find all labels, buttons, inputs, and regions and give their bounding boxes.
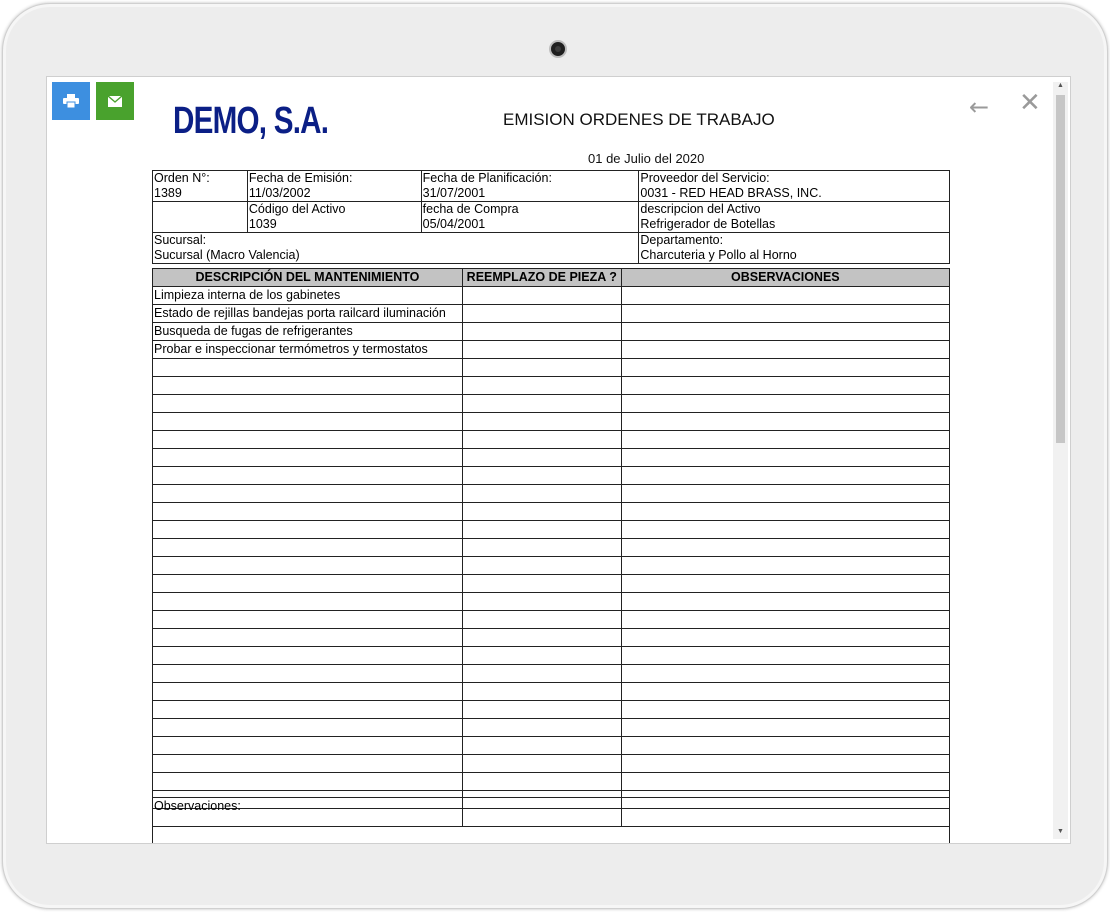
replacement-cell (462, 431, 621, 449)
table-row (153, 449, 950, 467)
departamento-cell (639, 233, 950, 264)
proveedor-label: Proveedor del Servicio: (640, 171, 770, 185)
table-row (153, 647, 950, 665)
observation-cell (621, 485, 949, 503)
table-row (153, 395, 950, 413)
compra-value: 05/04/2001 (422, 217, 486, 231)
table-row (153, 503, 950, 521)
order-info-table (152, 170, 950, 264)
task-description-cell (153, 557, 463, 575)
observation-cell (621, 683, 949, 701)
task-description-cell: Limpieza interna de los gabinetes (153, 287, 463, 305)
replacement-cell (462, 557, 621, 575)
task-description-cell (153, 485, 463, 503)
table-row (153, 539, 950, 557)
table-row (153, 431, 950, 449)
task-description-cell (153, 665, 463, 683)
table-row (153, 629, 950, 647)
observation-cell (621, 449, 949, 467)
task-description-cell (153, 521, 463, 539)
descripcion-cell (639, 202, 950, 233)
document-title: EMISION ORDENES DE TRABAJO (503, 110, 775, 129)
observation-cell (621, 395, 949, 413)
departamento-label: Departamento: (640, 233, 724, 247)
replacement-cell (462, 647, 621, 665)
envelope-icon (108, 96, 122, 107)
task-description-cell (153, 539, 463, 557)
replacement-cell (462, 305, 621, 323)
replacement-cell (462, 593, 621, 611)
replacement-cell (462, 359, 621, 377)
task-rows (153, 287, 950, 827)
observation-cell (621, 665, 949, 683)
observation-cell (621, 467, 949, 485)
replacement-cell (462, 341, 621, 359)
observation-cell (621, 575, 949, 593)
observation-cell (621, 413, 949, 431)
observation-cell (621, 755, 949, 773)
task-description-cell: Estado de rejillas bandejas porta railcard iluminación (153, 305, 463, 323)
observation-cell (621, 557, 949, 575)
replacement-cell (462, 521, 621, 539)
observation-cell (621, 629, 949, 647)
header-descripcion: DESCRIPCIÓN DEL MANTENIMIENTO (153, 269, 463, 287)
descripcion-value: Refrigerador de Botellas (640, 217, 776, 231)
table-row (153, 593, 950, 611)
table-row (153, 467, 950, 485)
print-button[interactable] (52, 82, 90, 120)
observation-cell (621, 287, 949, 305)
scroll-down-icon[interactable]: ▼ (1057, 828, 1064, 835)
task-description-cell (153, 647, 463, 665)
observation-cell (621, 647, 949, 665)
observation-cell (621, 593, 949, 611)
replacement-cell (462, 287, 621, 305)
table-row (153, 719, 950, 737)
replacement-cell (462, 395, 621, 413)
sucursal-label: Sucursal: (154, 233, 207, 247)
emision-cell (247, 171, 421, 202)
printer-icon (63, 94, 79, 108)
task-description-cell (153, 467, 463, 485)
replacement-cell (462, 737, 621, 755)
observation-cell (621, 701, 949, 719)
maintenance-table (152, 268, 950, 827)
observation-cell (621, 611, 949, 629)
table-row (153, 773, 950, 791)
observation-cell (621, 341, 949, 359)
observation-cell (621, 305, 949, 323)
observation-cell (621, 323, 949, 341)
task-description-cell (153, 359, 463, 377)
company-logo: DEMO, S.A. (173, 100, 329, 142)
task-description-cell (153, 449, 463, 467)
table-row (153, 737, 950, 755)
table-row (153, 665, 950, 683)
task-description-cell (153, 701, 463, 719)
task-description-cell (153, 503, 463, 521)
table-row (153, 701, 950, 719)
codigo-cell (247, 202, 421, 233)
replacement-cell (462, 755, 621, 773)
emision-value: 11/03/2002 (248, 186, 311, 200)
header-observaciones: OBSERVACIONES (621, 269, 949, 287)
camera-icon (549, 40, 567, 58)
back-arrow-icon[interactable]: ← (969, 93, 990, 121)
task-description-cell (153, 755, 463, 773)
planificacion-label: Fecha de Planificación: (422, 171, 552, 185)
table-row (153, 755, 950, 773)
replacement-cell (462, 503, 621, 521)
orden-label: Orden N°: (154, 171, 210, 185)
replacement-cell (462, 539, 621, 557)
observation-cell (621, 719, 949, 737)
replacement-cell (462, 449, 621, 467)
task-description-cell (153, 773, 463, 791)
empty-cell (153, 202, 248, 233)
task-description-cell: Busqueda de fugas de refrigerantes (153, 323, 463, 341)
document-date: 01 de Julio del 2020 (588, 151, 705, 166)
observation-cell (621, 773, 949, 791)
close-icon[interactable]: ✕ (1019, 88, 1041, 118)
observation-cell (621, 503, 949, 521)
table-row (153, 611, 950, 629)
replacement-cell (462, 467, 621, 485)
codigo-value: 1039 (248, 217, 277, 231)
scroll-up-icon[interactable]: ▲ (1057, 82, 1064, 89)
table-row (153, 323, 950, 341)
task-description-cell (153, 413, 463, 431)
table-row (153, 377, 950, 395)
sucursal-cell (153, 233, 639, 264)
replacement-cell (462, 665, 621, 683)
scrollbar[interactable] (1053, 82, 1068, 839)
tablet-frame (2, 3, 1108, 909)
orden-value: 1389 (154, 186, 182, 200)
planificacion-cell (421, 171, 639, 202)
replacement-cell (462, 701, 621, 719)
table-row (153, 359, 950, 377)
observation-cell (621, 359, 949, 377)
task-description-cell (153, 593, 463, 611)
replacement-cell (462, 773, 621, 791)
replacement-cell (462, 719, 621, 737)
observaciones-box (152, 797, 950, 844)
table-row (153, 413, 950, 431)
compra-label: fecha de Compra (422, 202, 519, 216)
table-row (153, 575, 950, 593)
task-description-cell (153, 611, 463, 629)
compra-cell (421, 202, 639, 233)
table-row (153, 521, 950, 539)
descripcion-label: descripcion del Activo (640, 202, 761, 216)
replacement-cell (462, 377, 621, 395)
task-description-cell (153, 719, 463, 737)
task-description-cell: Probar e inspeccionar termómetros y termostatos (153, 341, 463, 359)
replacement-cell (462, 413, 621, 431)
task-description-cell (153, 575, 463, 593)
observation-cell (621, 737, 949, 755)
task-description-cell (153, 737, 463, 755)
task-description-cell (153, 377, 463, 395)
replacement-cell (462, 485, 621, 503)
table-row (153, 287, 950, 305)
proveedor-cell (639, 171, 950, 202)
task-description-cell (153, 431, 463, 449)
observation-cell (621, 431, 949, 449)
table-row (153, 557, 950, 575)
sucursal-value: Sucursal (Macro Valencia) (154, 248, 300, 262)
replacement-cell (462, 683, 621, 701)
observation-cell (621, 377, 949, 395)
header-reemplazo: REEMPLAZO DE PIEZA ? (462, 269, 621, 287)
table-row (153, 485, 950, 503)
email-button[interactable] (96, 82, 134, 120)
proveedor-value: 0031 - RED HEAD BRASS, INC. (640, 186, 822, 200)
orden-cell (153, 171, 248, 202)
task-description-cell (153, 629, 463, 647)
table-row (153, 341, 950, 359)
observaciones-label: Observaciones: (154, 799, 241, 813)
observation-cell (621, 521, 949, 539)
departamento-value: Charcuteria y Pollo al Horno (640, 248, 797, 262)
task-description-cell (153, 683, 463, 701)
emision-label: Fecha de Emisión: (248, 171, 353, 185)
scrollbar-thumb[interactable] (1056, 95, 1065, 443)
table-row (153, 305, 950, 323)
screen (46, 76, 1071, 844)
task-description-cell (153, 395, 463, 413)
replacement-cell (462, 611, 621, 629)
planificacion-value: 31/07/2001 (422, 186, 486, 200)
observation-cell (621, 539, 949, 557)
codigo-label: Código del Activo (248, 202, 346, 216)
replacement-cell (462, 629, 621, 647)
replacement-cell (462, 323, 621, 341)
table-row (153, 683, 950, 701)
replacement-cell (462, 575, 621, 593)
